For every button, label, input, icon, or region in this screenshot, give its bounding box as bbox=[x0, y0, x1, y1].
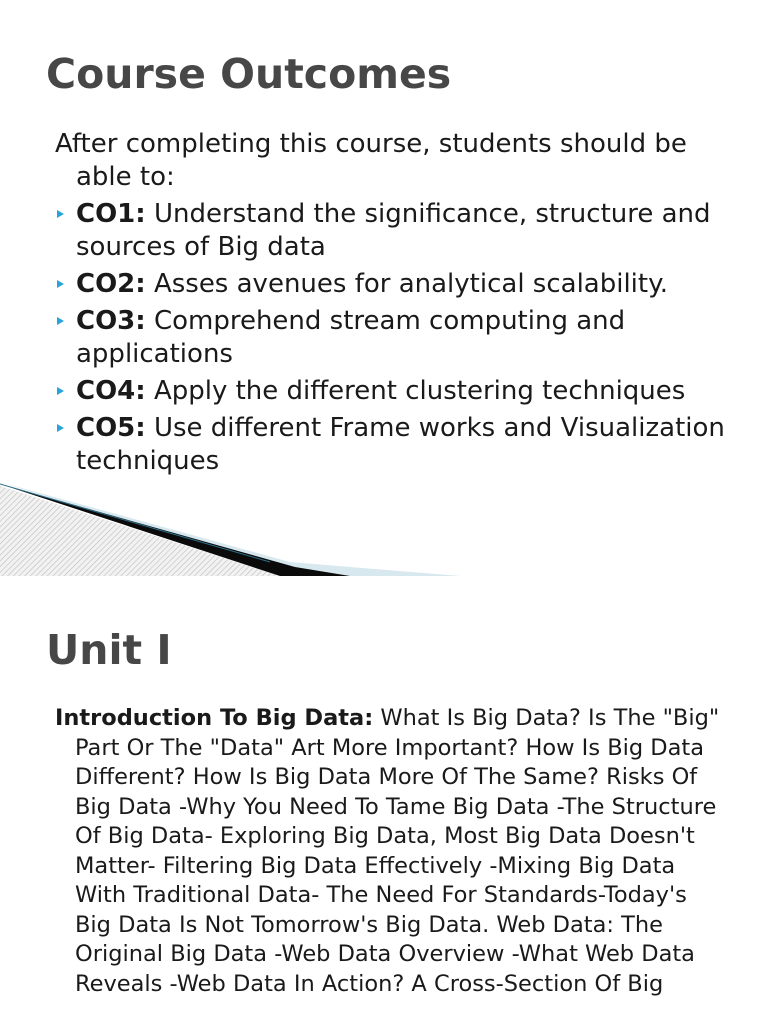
outcome-text: Asses avenues for analytical scalability. bbox=[153, 269, 669, 299]
slide-title: Unit I bbox=[46, 626, 172, 674]
outcome-label: CO2: bbox=[76, 269, 146, 299]
outcome-text: Apply the different clustering techniques bbox=[153, 376, 686, 406]
outcome-label: CO5: bbox=[76, 413, 146, 443]
bullet-arrow-icon bbox=[57, 210, 64, 218]
outcomes-list bbox=[55, 198, 745, 478]
outcome-item bbox=[55, 412, 745, 478]
outcome-item bbox=[55, 375, 745, 408]
intro-text: After completing this course, students should be able to: bbox=[55, 129, 687, 192]
outcome-label: CO3: bbox=[76, 306, 146, 336]
slide-body bbox=[55, 704, 725, 999]
bullet-arrow-icon bbox=[57, 317, 64, 325]
bullet-arrow-icon bbox=[57, 424, 64, 432]
unit-text: What Is Big Data? Is The "Big" Part Or The "Data" Art More Important? How Is Big Data Different? How Is Big Data More Of The Same? Risks Of Big Data -Why You Need To Tame Big Data -The Structure Of Big Data- Exploring Big Data, Most Big Data Doesn't Matter- Filtering Big Data Effectively -Mixing Big Data With Traditional Data- The Need For Standards-Today's Big Data Is Not Tomorrow's Big Data. Web Data: The Original Big Data -Web Data Overview -What Web Data Reveals -Web Data In Action? A Cross-Section Of Big bbox=[75, 705, 720, 997]
outcome-label: CO1: bbox=[76, 199, 146, 229]
decorative-wedge bbox=[0, 470, 460, 576]
bullet-arrow-icon bbox=[57, 280, 64, 288]
slide-title: Course Outcomes bbox=[46, 50, 452, 98]
outcome-text: Comprehend stream computing and applications bbox=[76, 306, 626, 369]
bullet-arrow-icon bbox=[57, 387, 64, 395]
outcome-item bbox=[55, 268, 745, 301]
outcome-item bbox=[55, 198, 745, 264]
unit-heading: Introduction To Big Data: bbox=[55, 705, 374, 731]
unit-paragraph bbox=[55, 704, 725, 999]
outcome-item bbox=[55, 305, 745, 371]
outcome-text: Use different Frame works and Visualization techniques bbox=[76, 413, 725, 476]
slide-body bbox=[55, 128, 745, 482]
outcome-label: CO4: bbox=[76, 376, 146, 406]
outcome-text: Understand the significance, structure and sources of Big data bbox=[76, 199, 711, 262]
